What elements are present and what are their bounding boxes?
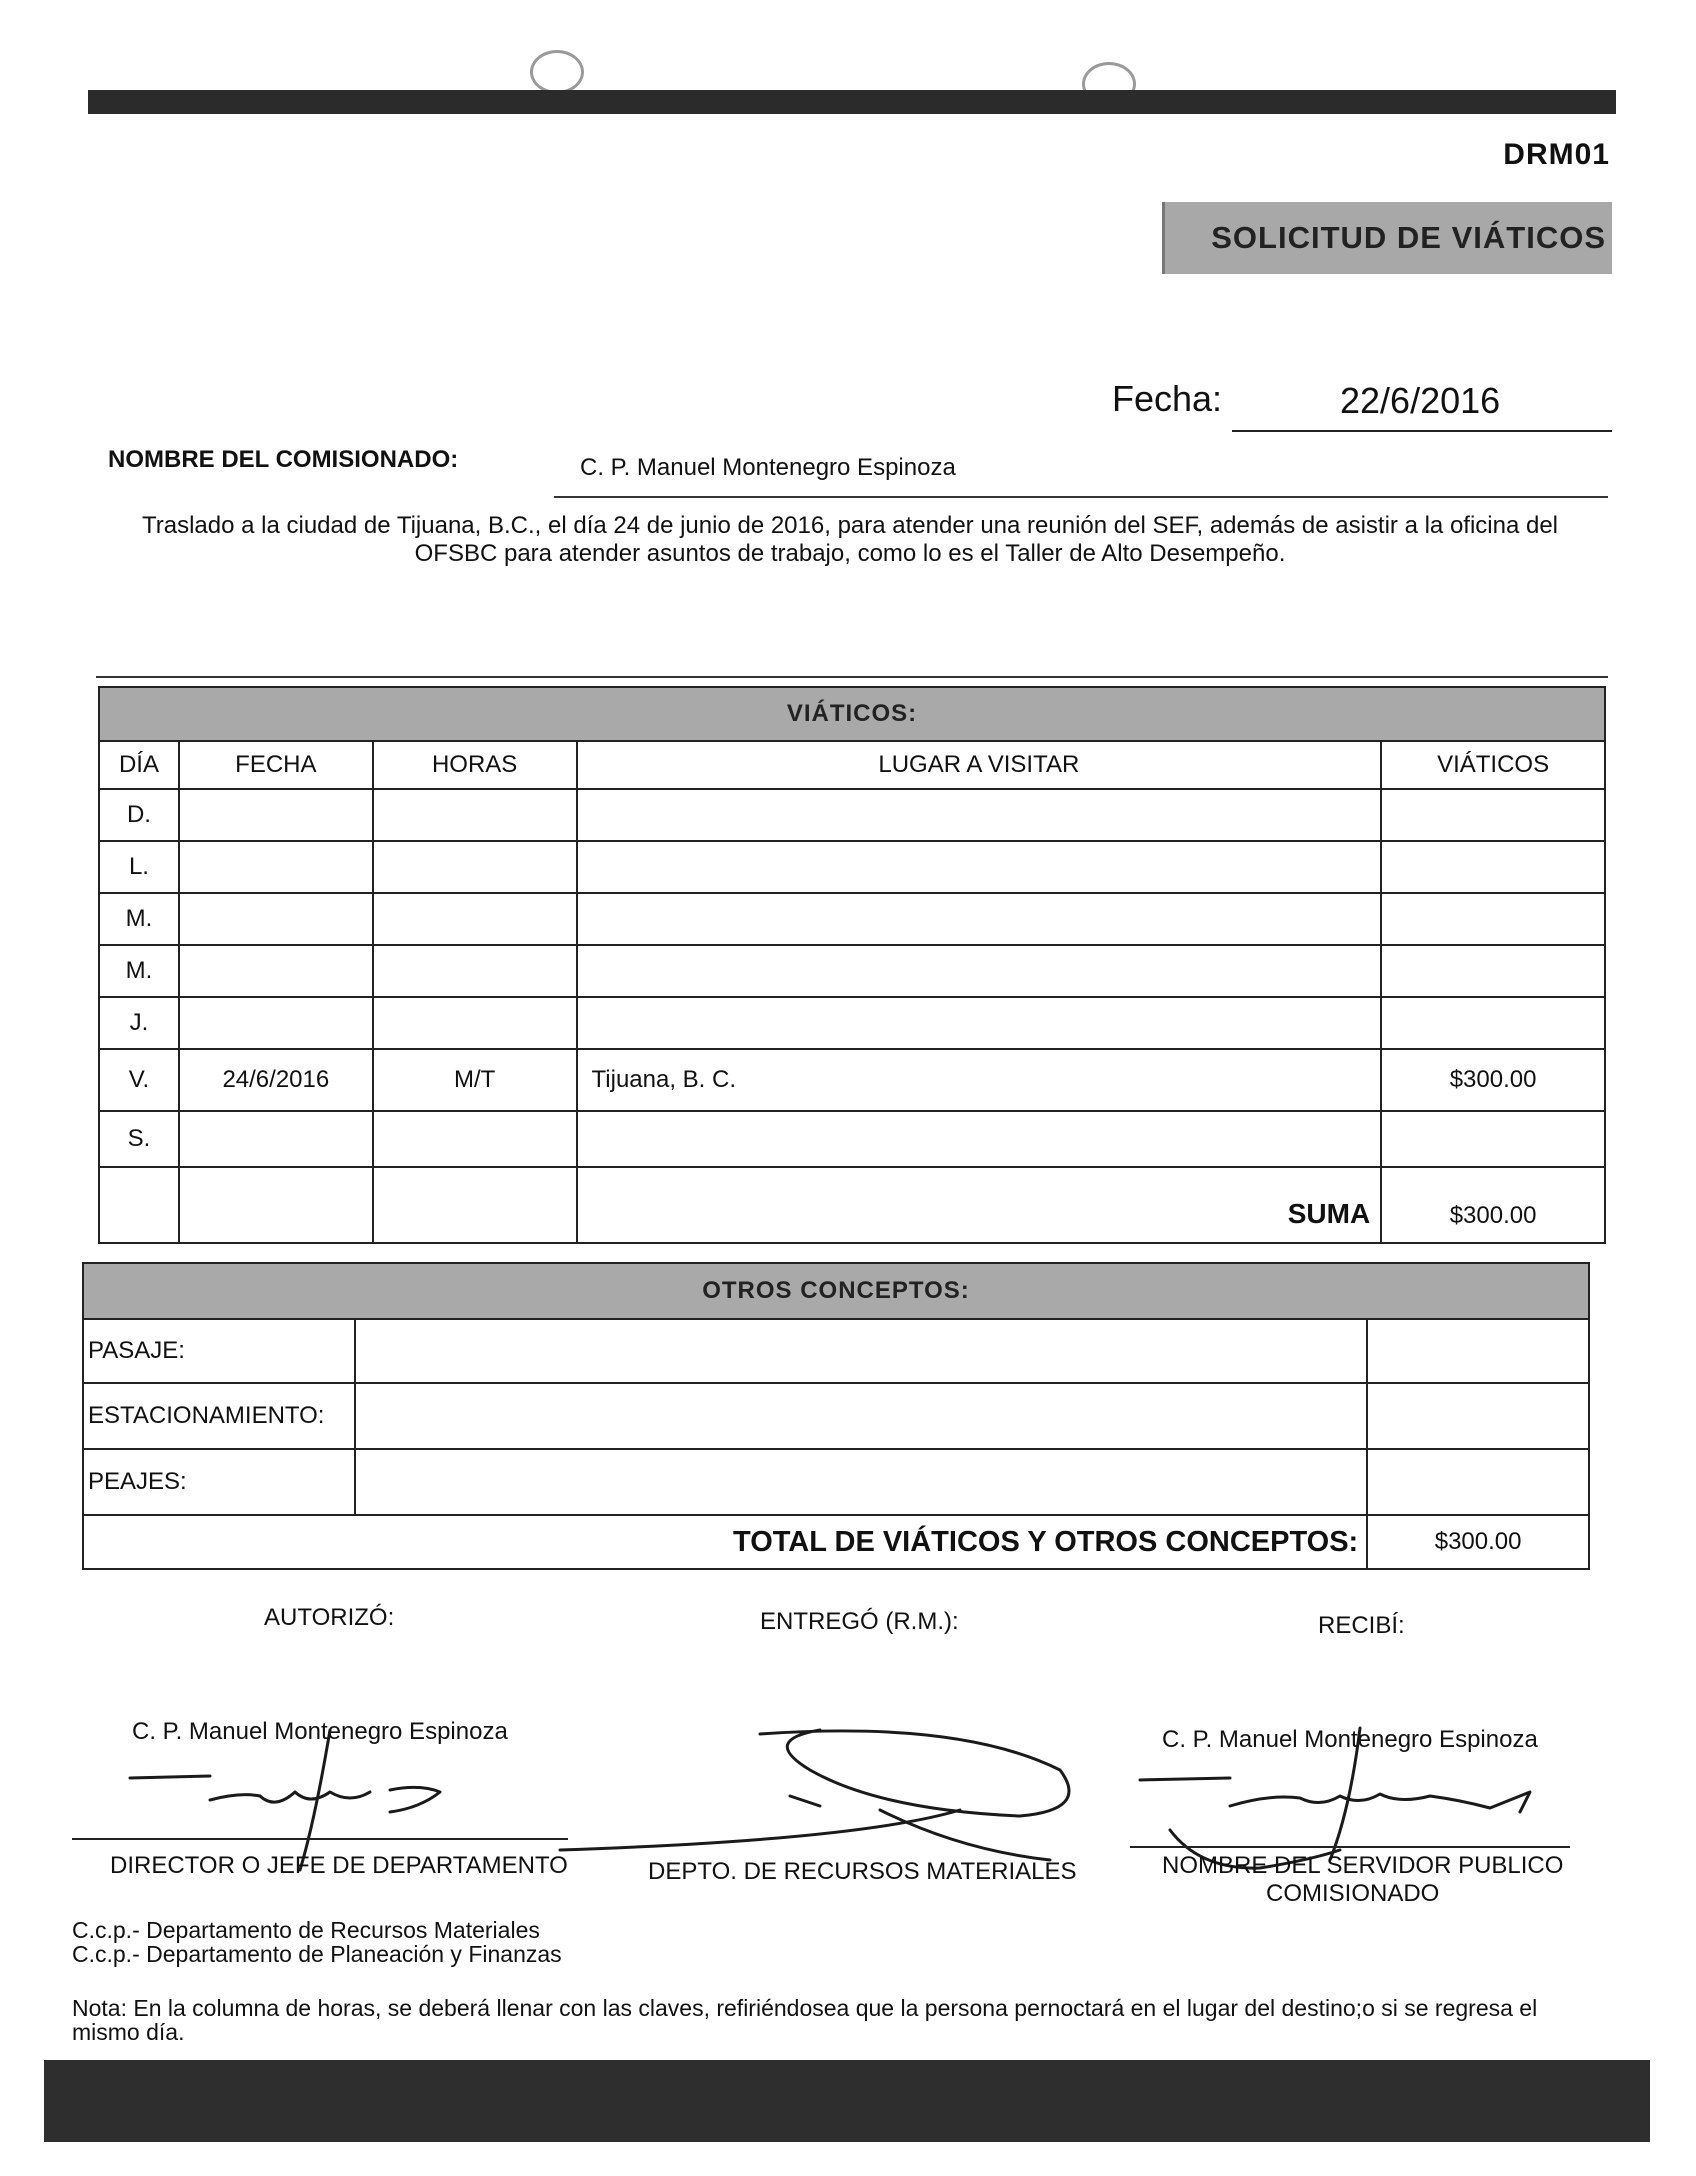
row-horas: M/T <box>373 1049 577 1111</box>
fecha-label: Fecha: <box>1112 378 1223 419</box>
recibi-name: C. P. Manuel Montenegro Espinoza <box>1162 1726 1538 1753</box>
autorizo-role: DIRECTOR O JEFE DE DEPARTAMENTO <box>110 1852 568 1879</box>
row-viaticos <box>1381 789 1605 841</box>
total-row <box>83 1515 1589 1569</box>
bottom-bar <box>44 2060 1650 2142</box>
trip-description: Traslado a la ciudad de Tijuana, B.C., el día 24 de junio de 2016, para atender una reunión del SEF, además de asistir a la oficina del OFSBC para atender asuntos de trabajo, como lo es el Taller de Alto Desempeño. <box>141 512 1559 567</box>
total-value: $300.00 <box>1367 1515 1589 1569</box>
row-fecha <box>179 997 373 1049</box>
suma-row <box>99 1167 1605 1243</box>
table-row <box>99 841 1605 893</box>
row-fecha <box>179 893 373 945</box>
table-row <box>99 945 1605 997</box>
nombre-underline <box>554 496 1608 498</box>
viaticos-table <box>98 686 1606 1244</box>
list-item <box>83 1319 1589 1383</box>
row-viaticos <box>1381 893 1605 945</box>
row-horas <box>373 893 577 945</box>
row-fecha <box>179 841 373 893</box>
row-lugar <box>577 893 1382 945</box>
recibi-label: RECIBÍ: <box>1318 1612 1405 1639</box>
row-lugar: Tijuana, B. C. <box>577 1049 1382 1111</box>
binder-hole-left <box>530 50 584 94</box>
table-row <box>99 893 1605 945</box>
form-title-box <box>1162 202 1612 274</box>
row-viaticos <box>1381 945 1605 997</box>
row-viaticos <box>1381 997 1605 1049</box>
viaticos-band: VIÁTICOS: <box>99 687 1605 741</box>
peajes-label: PEAJES: <box>83 1449 355 1515</box>
autorizo-label: AUTORIZÓ: <box>264 1604 395 1631</box>
entrego-label: ENTREGÓ (R.M.): <box>760 1608 959 1635</box>
table-row <box>99 1111 1605 1167</box>
row-viaticos <box>1381 1111 1605 1167</box>
header-lugar: LUGAR A VISITAR <box>577 741 1382 789</box>
separator-line <box>96 676 1608 678</box>
row-dia: L. <box>99 841 179 893</box>
row-dia: M. <box>99 945 179 997</box>
recibi-role-line2: COMISIONADO <box>1266 1880 1440 1907</box>
row-dia: D. <box>99 789 179 841</box>
header-fecha: FECHA <box>179 741 373 789</box>
table-row <box>99 997 1605 1049</box>
row-horas <box>373 1111 577 1167</box>
viaticos-header-row <box>99 741 1605 789</box>
row-horas <box>373 945 577 997</box>
row-dia: J. <box>99 997 179 1049</box>
table-row <box>99 789 1605 841</box>
autorizo-signature-line <box>72 1838 568 1840</box>
row-lugar <box>577 945 1382 997</box>
recibi-signature-line <box>1130 1846 1570 1848</box>
row-viaticos: $300.00 <box>1381 1049 1605 1111</box>
nombre-label: NOMBRE DEL COMISIONADO: <box>108 446 459 473</box>
recibi-role-line1: NOMBRE DEL SERVIDOR PUBLICO <box>1162 1852 1564 1879</box>
nota: Nota: En la columna de horas, se deberá llenar con las claves, refiriéndosea que la persona pernoctará en el lugar del destino;o si se regresa el mismo día. <box>72 1995 1538 2045</box>
otros-conceptos-table <box>82 1262 1590 1570</box>
fecha-underline <box>1232 430 1612 432</box>
autorizo-name: C. P. Manuel Montenegro Espinoza <box>132 1718 508 1745</box>
header-horas: HORAS <box>373 741 577 789</box>
fecha-value: 22/6/2016 <box>1340 380 1501 421</box>
total-label: TOTAL DE VIÁTICOS Y OTROS CONCEPTOS: <box>83 1515 1367 1569</box>
row-lugar <box>577 841 1382 893</box>
row-viaticos <box>1381 841 1605 893</box>
row-fecha: 24/6/2016 <box>179 1049 373 1111</box>
pasaje-label: PASAJE: <box>83 1319 355 1383</box>
row-dia: M. <box>99 893 179 945</box>
top-bar <box>88 90 1616 114</box>
nombre-value: C. P. Manuel Montenegro Espinoza <box>580 454 956 481</box>
suma-label: SUMA <box>577 1167 1382 1243</box>
form-title: SOLICITUD DE VIÁTICOS <box>1211 220 1606 255</box>
estacionamiento-value <box>1367 1383 1589 1449</box>
row-horas <box>373 789 577 841</box>
table-row <box>99 1049 1605 1111</box>
row-fecha <box>179 945 373 997</box>
entrego-role: DEPTO. DE RECURSOS MATERIALES <box>648 1858 1077 1885</box>
list-item <box>83 1383 1589 1449</box>
peajes-value <box>1367 1449 1589 1515</box>
form-code: DRM01 <box>1503 138 1610 171</box>
row-lugar <box>577 1111 1382 1167</box>
header-viaticos: VIÁTICOS <box>1381 741 1605 789</box>
header-dia: DÍA <box>99 741 179 789</box>
row-fecha <box>179 789 373 841</box>
row-dia: S. <box>99 1111 179 1167</box>
otros-band: OTROS CONCEPTOS: <box>83 1263 1589 1319</box>
suma-value: $300.00 <box>1381 1167 1605 1243</box>
row-fecha <box>179 1111 373 1167</box>
ccp-line-1: C.c.p.- Departamento de Recursos Materiales <box>72 1917 540 1943</box>
row-dia: V. <box>99 1049 179 1111</box>
ccp-line-2: C.c.p.- Departamento de Planeación y Finanzas <box>72 1941 562 1967</box>
row-lugar <box>577 997 1382 1049</box>
row-horas <box>373 997 577 1049</box>
row-lugar <box>577 789 1382 841</box>
estacionamiento-label: ESTACIONAMIENTO: <box>83 1383 355 1449</box>
row-horas <box>373 841 577 893</box>
pasaje-value <box>1367 1319 1589 1383</box>
list-item <box>83 1449 1589 1515</box>
